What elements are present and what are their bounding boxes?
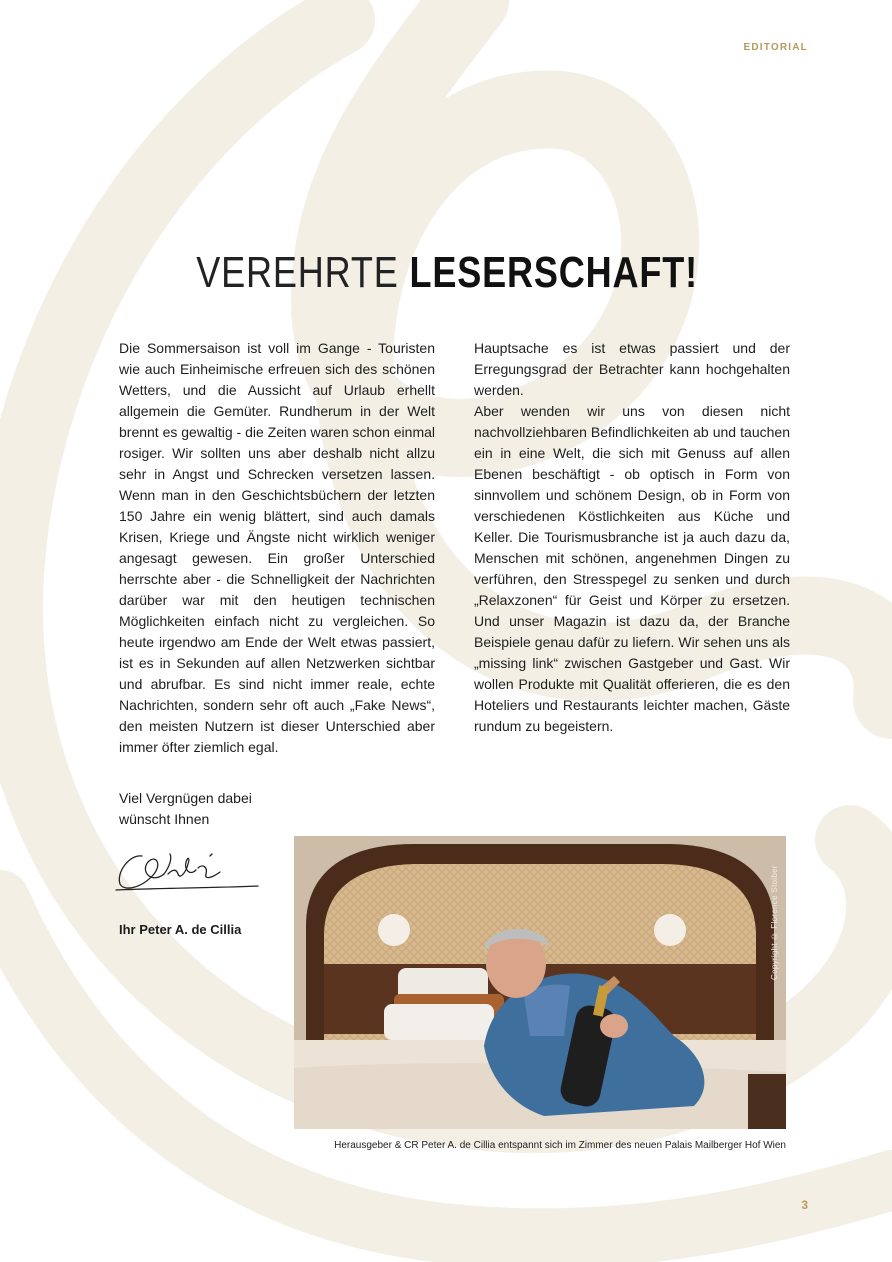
portrait-photo (294, 836, 786, 1129)
closing-line: wünscht Ihnen (119, 811, 210, 827)
signer-name: Ihr Peter A. de Cillia (119, 922, 242, 937)
article-paragraph: Die Sommersaison ist voll im Gange - Touristen wie auch Einheimische erfreuen sich des schönen Wetters, und die Aussicht auf Urlaub erhellt allgemein die Gemüter. Rundherum in der Welt brennt es gewaltig - die Zeiten waren schon einmal rosiger. Wir sollten uns aber deshalb nicht allzu sehr in Angst und Schrecken versetzen lassen. Wenn man in den Geschichtsbüchern der letzten 150 Jahre ein wenig blättert, sind auch damals Krisen, Kriege und Ängste nicht wirklich weniger angesagt gewesen. Ein großer Unterschied herrschte aber - die Schnelligkeit der Nachrichten darüber war mit den heutigen technischen Möglichkeiten einfach nicht zu vergleichen. So heute irgendwo am Ende der Welt etwas passiert, ist es in Sekunden auf allen Netzwerken sichtbar und abrufbar. Es sind nicht immer reale, echte Nachrichten, sondern sehr oft auch „Fake News“, den meisten Nutzern ist dieser Unterschied aber immer öfter ziemlich egal. (119, 340, 435, 755)
handwritten-signature (112, 844, 262, 896)
article-paragraph: Hauptsache es ist etwas passiert und der Erregungsgrad der Betrachter kann hochgehalten werden. (474, 340, 790, 398)
photo-caption: Herausgeber & CR Peter A. de Cillia entspannt sich im Zimmer des neuen Palais Mailberger Hof Wien (334, 1140, 786, 1151)
article-column-right (474, 338, 790, 737)
article-paragraph: Aber wenden wir uns von diesen nicht nachvollziehbaren Befindlichkeiten ab und tauchen ein in eine Welt, die sich mit Genuss auf allen Ebenen beschäftigt - ob optisch in Form von sinnvollem und schönem Design, ob in Form von verschiedenen Köstlichkeiten aus Küche und Keller. Die Tourismusbranche ist ja auch dazu da, Menschen mit schönen, angenehmen Dingen zu verführen, den Stresspegel zu senken und durch „Relaxzonen“ für Geist und Körper zu ersetzen. Und unser Magazin ist dazu da, der Branche Beispiele genau dafür zu liefern. Wir sehen uns als „missing link“ zwischen Gastgeber und Gast. Wir wollen Produkte mit Qualität offerieren, die es den Hoteliers und Restaurants leichter machen, Gäste rundum zu begeistern. (474, 403, 790, 734)
closing-line: Viel Vergnügen dabei (119, 790, 252, 806)
page-title (81, 248, 812, 298)
photo-credit: Copyright © Florence Stoiber (770, 865, 779, 980)
closing-remarks (119, 788, 319, 830)
page-title-bold: LESERSCHAFT! (409, 248, 698, 297)
section-label: EDITORIAL (743, 42, 808, 53)
page-number: 3 (801, 1198, 808, 1212)
article-column-left (119, 338, 435, 758)
page-title-light: VEREHRTE (196, 248, 399, 297)
